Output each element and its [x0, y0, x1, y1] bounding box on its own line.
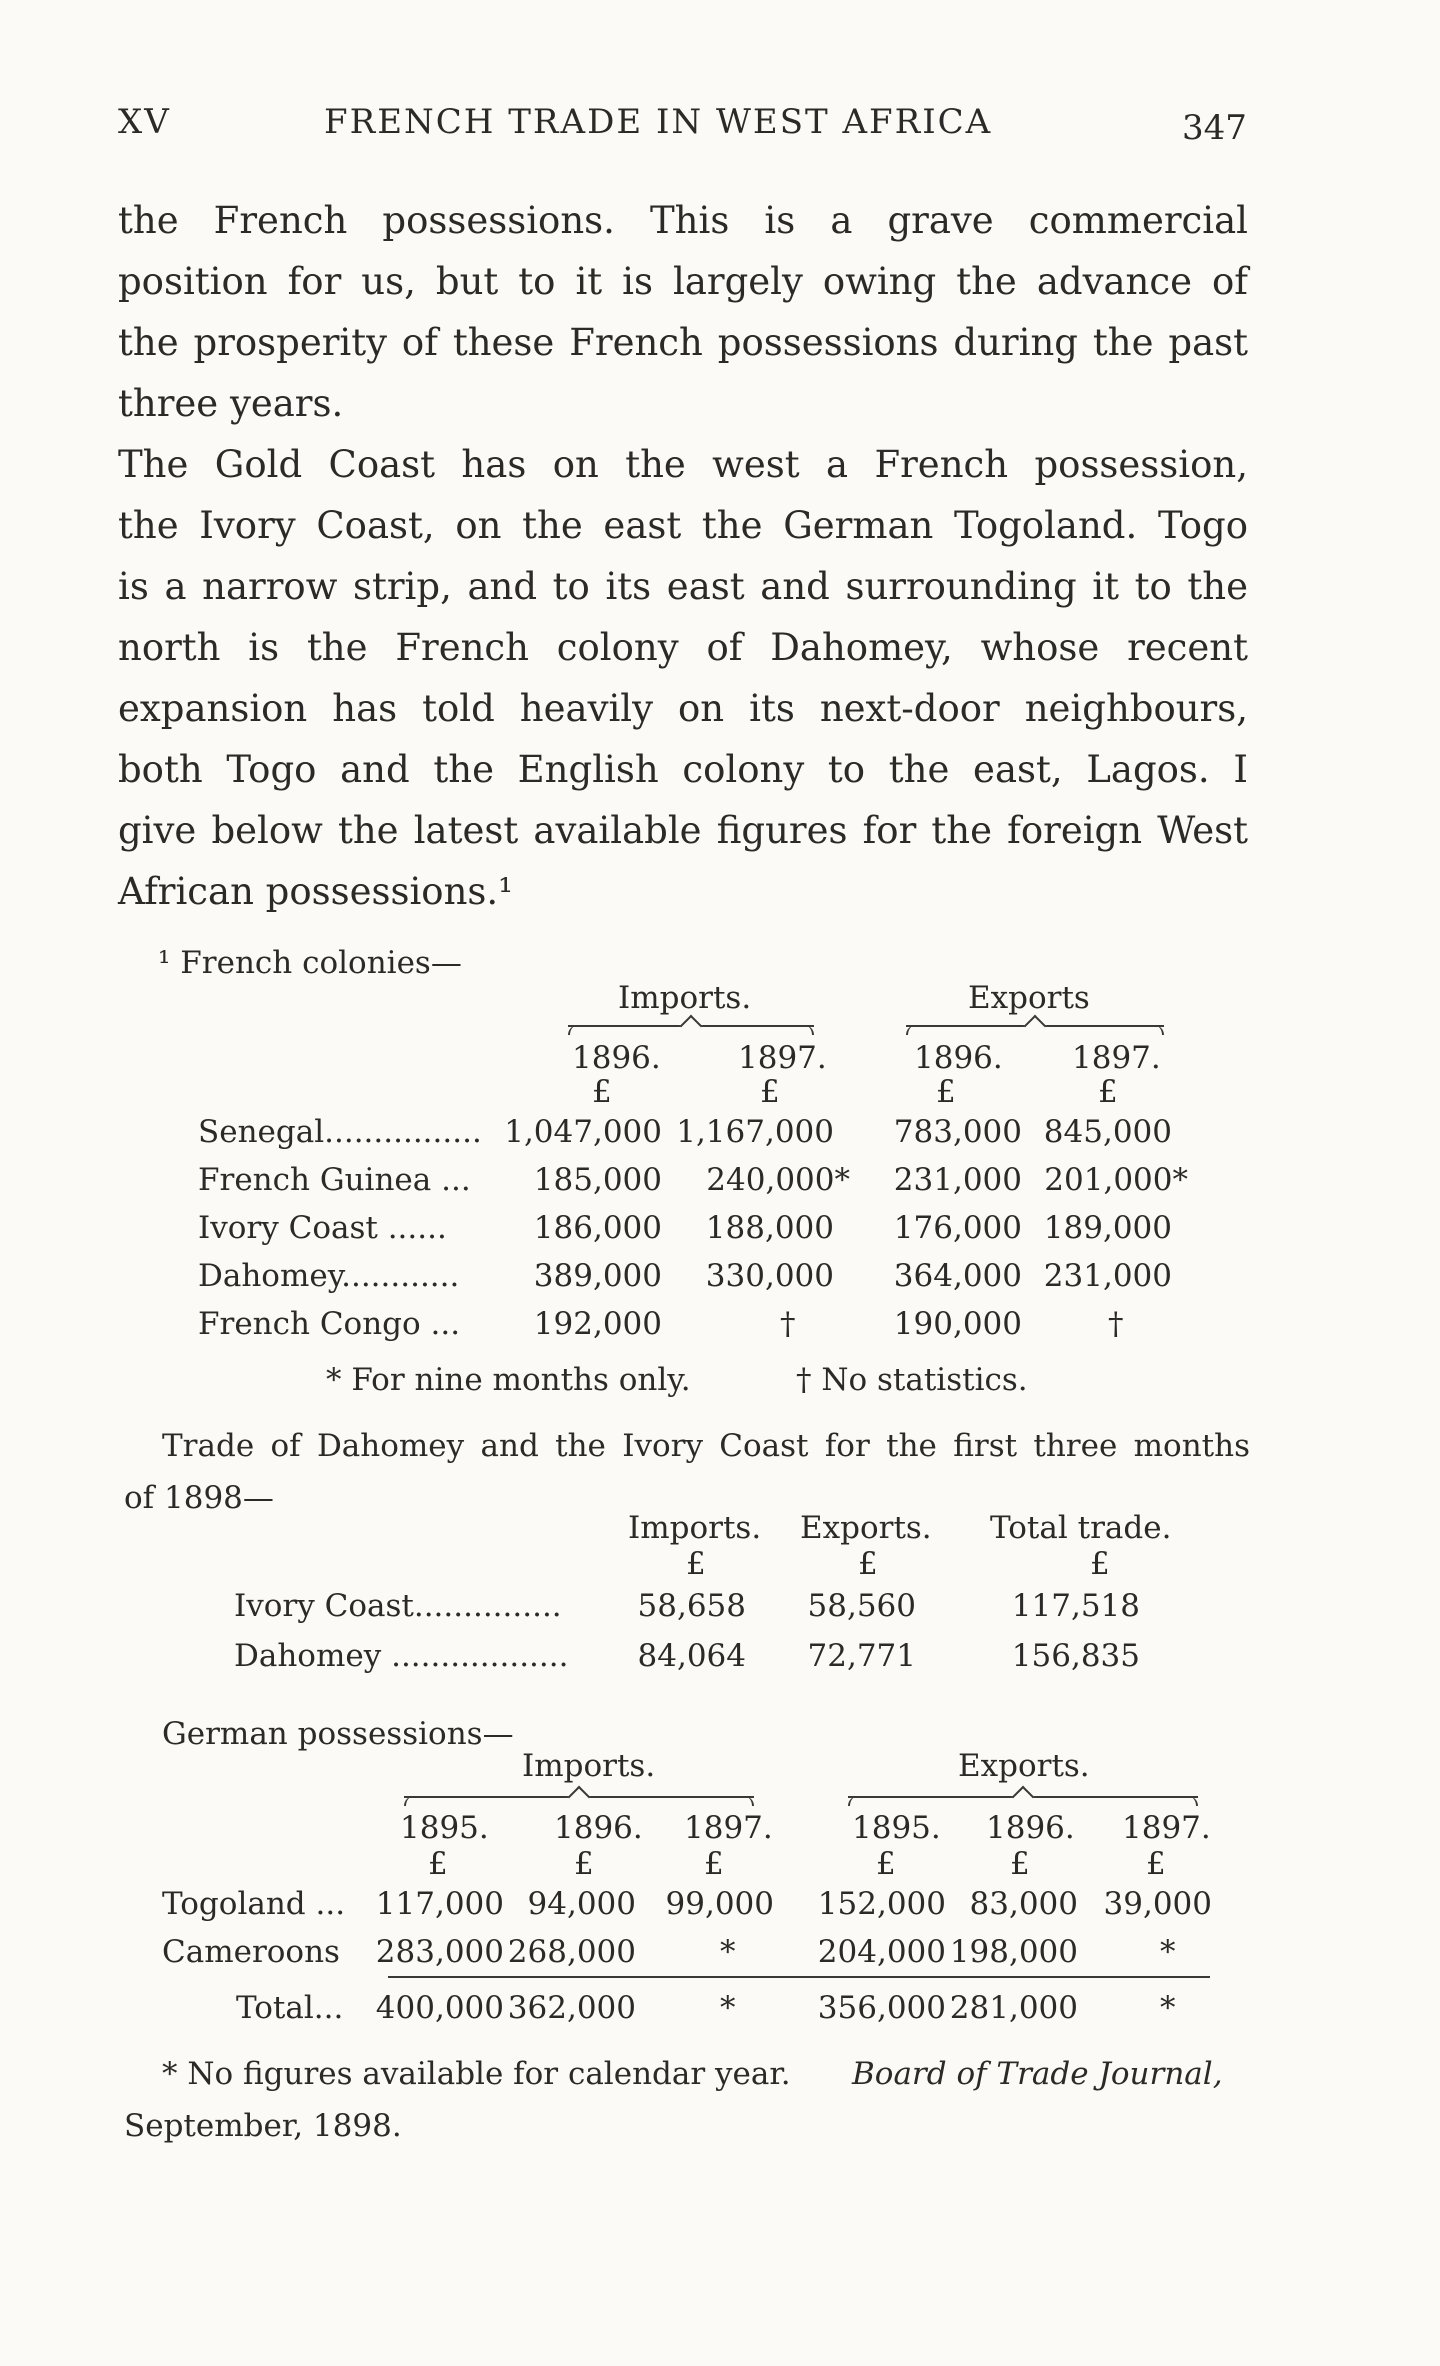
note-no-statistics: † No statistics. [796, 1362, 1028, 1398]
body-line: is a narrow strip, and to its east and surrounding it to the [118, 565, 1248, 608]
french-imports-header: Imports. [618, 980, 752, 1016]
leader-dots: ... [431, 1162, 471, 1198]
total-rule [388, 1976, 1210, 1978]
currency-symbol: £ [876, 1846, 896, 1882]
cell: 84,064 [637, 1638, 746, 1674]
di-total-header: Total trade. [990, 1510, 1172, 1546]
leader-dots: ............... [413, 1588, 562, 1624]
currency-symbol: £ [428, 1846, 448, 1882]
note-nine-months: * For nine months only. [326, 1362, 691, 1398]
currency-symbol: £ [686, 1546, 706, 1582]
cell: 189,000 [1043, 1210, 1172, 1246]
currency-symbol: £ [1098, 1074, 1118, 1110]
cell: 188,000 [705, 1210, 834, 1246]
cell: 201,000* [1044, 1162, 1188, 1198]
cell: 190,000 [893, 1306, 1022, 1342]
cell: 783,000 [893, 1114, 1022, 1150]
german-intro: German possessions— [162, 1716, 514, 1752]
french-year-1896-exports: 1896. [914, 1040, 1003, 1076]
row-label: Total... [236, 1990, 344, 2026]
leader-dots: ... [420, 1306, 461, 1342]
cell: * [720, 1934, 736, 1970]
row-label: Dahomey [234, 1638, 382, 1674]
currency-symbol: £ [1146, 1846, 1166, 1882]
cell: 117,000 [375, 1886, 504, 1922]
cell: 198,000 [949, 1934, 1078, 1970]
cell: 72,771 [807, 1638, 916, 1674]
body-line: both Togo and the English colony to the east, Lagos. I [118, 748, 1248, 791]
body-line: three years. [118, 382, 344, 425]
row-label: Togoland ... [162, 1886, 346, 1922]
cell: 283,000 [375, 1934, 504, 1970]
french-year-1897-imports: 1897. [738, 1040, 827, 1076]
leader-dots: ...... [377, 1210, 447, 1246]
german-note: * No figures available for calendar year. [162, 2056, 791, 2092]
cell: 362,000 [507, 1990, 636, 2026]
row-label: French Congo [198, 1306, 421, 1342]
cell: 356,000 [817, 1990, 946, 2026]
cell: 39,000 [1103, 1886, 1212, 1922]
row-label: Dahomey [198, 1258, 342, 1294]
cell: 231,000 [1043, 1258, 1172, 1294]
leader-dots: ............ [341, 1258, 460, 1294]
cell: 400,000 [375, 1990, 504, 2026]
row-label: Senegal [198, 1114, 325, 1150]
cell: 204,000 [817, 1934, 946, 1970]
cell: 1,167,000 [676, 1114, 834, 1150]
cell: 845,000 [1043, 1114, 1172, 1150]
cell: 268,000 [507, 1934, 636, 1970]
currency-symbol: £ [936, 1074, 956, 1110]
german-imports-header: Imports. [522, 1748, 656, 1784]
french-year-1896-imports: 1896. [572, 1040, 661, 1076]
body-line: the prosperity of these French possessions during the past [118, 321, 1248, 364]
body-line: the French possessions. This is a grave commercial [118, 199, 1248, 242]
body-line: African possessions.¹ [118, 870, 513, 913]
cell: 1,047,000 [504, 1114, 662, 1150]
source-citation: Board of Trade Journal, [852, 2056, 1223, 2092]
body-line: north is the French colony of Dahomey, whose recent [118, 626, 1248, 669]
cell: 117,518 [1011, 1588, 1140, 1624]
source-date: September, 1898. [124, 2108, 402, 2144]
g-year: 1895. [400, 1810, 489, 1846]
currency-symbol: £ [760, 1074, 780, 1110]
cell: 364,000 [893, 1258, 1022, 1294]
cell: 192,000 [533, 1306, 662, 1342]
cell: 83,000 [969, 1886, 1078, 1922]
currency-symbol: £ [704, 1846, 724, 1882]
german-exports-header: Exports. [958, 1748, 1090, 1784]
body-line: give below the latest available figures for the foreign West [118, 809, 1248, 852]
g-year: 1896. [986, 1810, 1075, 1846]
currency-symbol: £ [574, 1846, 594, 1882]
row-label: Ivory Coast [198, 1210, 378, 1246]
body-line: the Ivory Coast, on the east the German Togoland. Togo [118, 504, 1248, 547]
currency-symbol: £ [1010, 1846, 1030, 1882]
body-line: position for us, but to it is largely owing the advance of [118, 260, 1248, 303]
cell: 389,000 [533, 1258, 662, 1294]
dahomey-ivory-intro: Trade of Dahomey and the Ivory Coast for the first three months [162, 1428, 1250, 1464]
cell: † [780, 1306, 796, 1342]
row-label: Ivory Coast [234, 1588, 414, 1624]
leader-dots: .................. [381, 1638, 569, 1674]
cell: 99,000 [665, 1886, 774, 1922]
cell: 152,000 [817, 1886, 946, 1922]
cell: 186,000 [533, 1210, 662, 1246]
row-label: French Guinea [198, 1162, 432, 1198]
cell: 156,835 [1011, 1638, 1140, 1674]
currency-symbol: £ [592, 1074, 612, 1110]
g-year: 1896. [554, 1810, 643, 1846]
cell: 94,000 [527, 1886, 636, 1922]
body-line: expansion has told heavily on its next-door neighbours, [118, 687, 1248, 730]
cell: 231,000 [893, 1162, 1022, 1198]
page-number: 347 [1182, 108, 1247, 148]
cell: † [1108, 1306, 1124, 1342]
cell: 58,560 [807, 1588, 916, 1624]
chapter-number: XV [118, 102, 171, 142]
g-year: 1895. [852, 1810, 941, 1846]
di-exports-header: Exports. [800, 1510, 932, 1546]
cell: * [1160, 1934, 1176, 1970]
french-exports-header: Exports [968, 980, 1090, 1016]
dahomey-ivory-intro-cont: of 1898— [124, 1480, 274, 1516]
g-year: 1897. [1122, 1810, 1211, 1846]
currency-symbol: £ [1090, 1546, 1110, 1582]
french-colonies-intro: ¹ French colonies— [158, 945, 462, 981]
cell: 185,000 [533, 1162, 662, 1198]
g-year: 1897. [684, 1810, 773, 1846]
cell: 330,000 [705, 1258, 834, 1294]
currency-symbol: £ [858, 1546, 878, 1582]
di-imports-header: Imports. [628, 1510, 762, 1546]
cell: 281,000 [949, 1990, 1078, 2026]
cell: * [1160, 1990, 1176, 2026]
leader-dots: ................ [324, 1114, 482, 1150]
cell: * [720, 1990, 736, 2026]
body-line: The Gold Coast has on the west a French possession, [118, 443, 1248, 486]
cell: 58,658 [637, 1588, 746, 1624]
running-title: FRENCH TRADE IN WEST AFRICA [324, 102, 993, 142]
french-year-1897-exports: 1897. [1072, 1040, 1161, 1076]
cell: 240,000* [706, 1162, 850, 1198]
row-label: Cameroons [162, 1934, 340, 1970]
cell: 176,000 [893, 1210, 1022, 1246]
